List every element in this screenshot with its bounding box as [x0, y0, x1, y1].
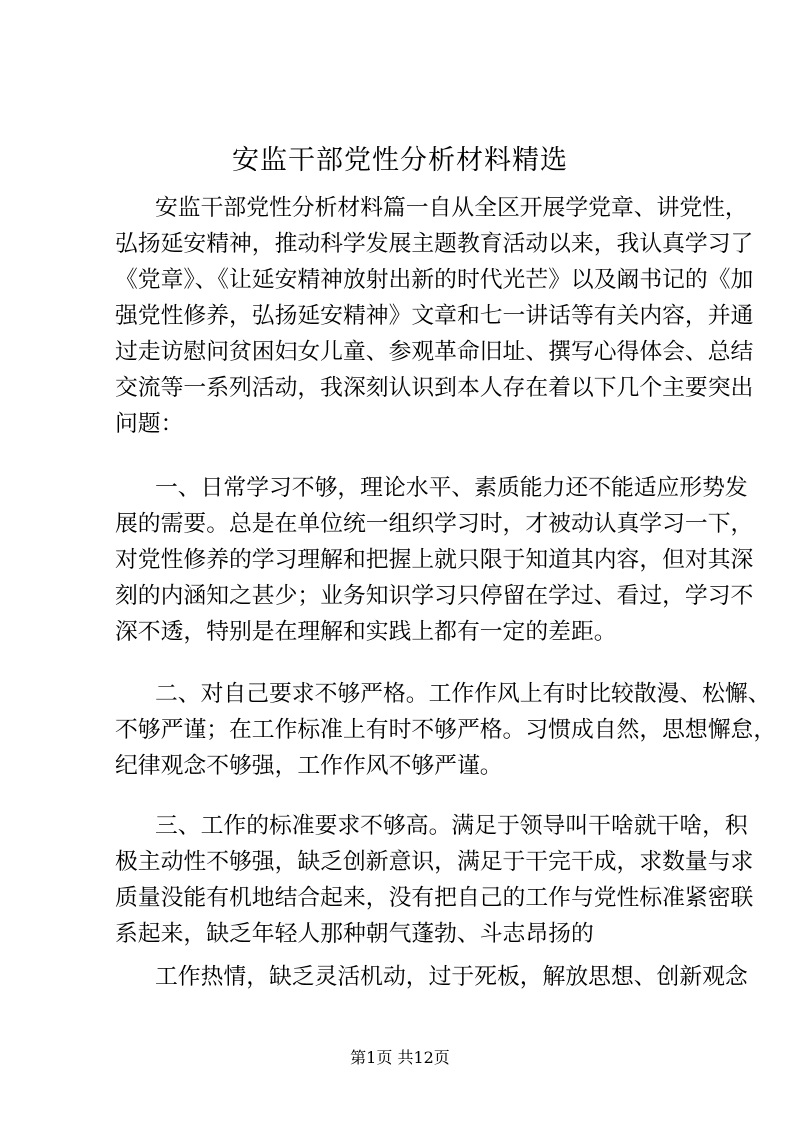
- paragraph-line: 交流等一系列活动，我深刻认识到本人存在着以下几个主要突出: [115, 375, 754, 401]
- paragraph-line: 一、日常学习不够，理论水平、素质能力还不能适应形势发: [155, 475, 748, 501]
- paragraph-line: 工作热情，缺乏灵活机动，过于死板，解放思想、创新观念: [155, 964, 748, 990]
- paragraph-line: 展的需要。总是在单位统一组织学习时，才被动认真学习一下，: [115, 511, 754, 537]
- paragraph-line: 纪律观念不够强，工作作风不够严谨。: [115, 753, 503, 779]
- paragraph-line: 问题：: [115, 411, 184, 437]
- paragraph-line: 《党章》、《让延安精神放射出新的时代光芒》以及阚书记的《加: [115, 267, 754, 293]
- paragraph-line: 强党性修养，弘扬延安精神》文章和七一讲话等有关内容，并通: [115, 303, 754, 329]
- paragraph-line: 极主动性不够强，缺乏创新意识，满足于干完干成，求数量与求: [115, 849, 754, 875]
- paragraph-line: 对党性修养的学习理解和把握上就只限于知道其内容，但对其深: [115, 547, 754, 573]
- paragraph-line: 刻的内涵知之甚少；业务知识学习只停留在学过、看过，学习不: [115, 583, 754, 609]
- paragraph-line: 安监干部党性分析材料篇一自从全区开展学党章、讲党性，: [155, 195, 748, 221]
- paragraph-line: 二、对自己要求不够严格。工作作风上有时比较散漫、松懈、: [155, 681, 771, 707]
- paragraph-line: 不够严谨；在工作标准上有时不够严格。习惯成自然，思想懈怠，: [115, 717, 777, 743]
- document-title: 安监干部党性分析材料精选: [232, 145, 568, 176]
- paragraph-line: 深不透，特别是在理解和实践上都有一定的差距。: [115, 619, 617, 645]
- paragraph-line: 系起来，缺乏年轻人那种朝气蓬勃、斗志昂扬的: [115, 921, 594, 947]
- paragraph-line: 过走访慰问贫困妇女儿童、参观革命旧址、撰写心得体会、总结: [115, 339, 754, 365]
- paragraph-line: 质量没能有机地结合起来，没有把自己的工作与党性标准紧密联: [115, 885, 754, 911]
- page-footer: 第1页 共12页: [350, 1048, 450, 1067]
- paragraph-line: 弘扬延安精神，推动科学发展主题教育活动以来，我认真学习了: [115, 231, 754, 257]
- paragraph-line: 三、工作的标准要求不够高。满足于领导叫干啥就干啥，积: [155, 813, 748, 839]
